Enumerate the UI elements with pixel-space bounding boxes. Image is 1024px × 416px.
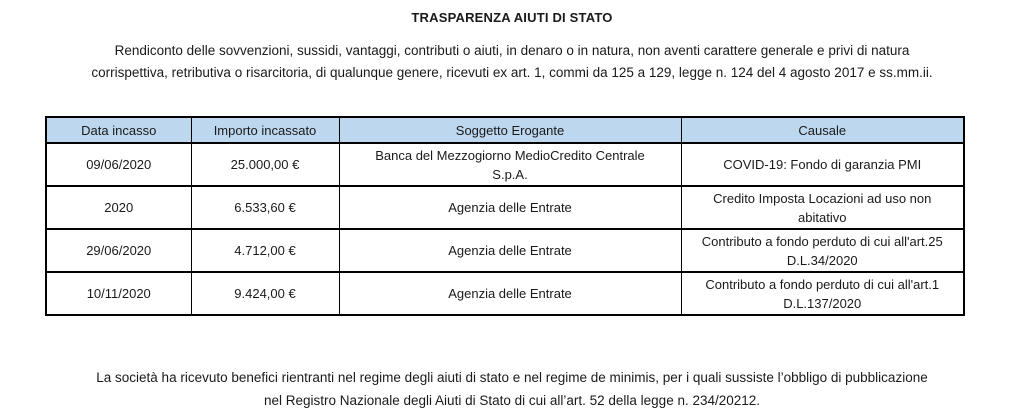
cell-line: Contributo a fondo perduto di cui all'art.25 [701, 233, 943, 249]
cell-causale [681, 272, 964, 315]
cell-soggetto-erogante [339, 272, 681, 315]
cell-importo-incassato: 25.000,00 € [191, 143, 339, 186]
cell-data-incasso: 2020 [46, 186, 191, 229]
cell-data-incasso: 09/06/2020 [46, 143, 191, 186]
column-header-importo-incassato: Importo incassato [191, 117, 339, 143]
cell-soggetto-erogante [339, 186, 681, 229]
page-title: TRASPARENZA AIUTI DI STATO [411, 10, 613, 25]
cell-data-incasso: 29/06/2020 [46, 229, 191, 272]
cell-soggetto-erogante [339, 143, 681, 186]
table-header-row [46, 117, 964, 143]
cell-data-incasso: 10/11/2020 [46, 272, 191, 315]
cell-line: Contributo a fondo perduto di cui all'art.1 [705, 276, 940, 292]
cell-line: Agenzia delle Entrate [448, 200, 572, 215]
intro-paragraph [0, 40, 1024, 84]
cell-importo-incassato: 9.424,00 € [191, 272, 339, 315]
table-row [46, 272, 964, 315]
state-aid-table-wrapper [45, 116, 963, 316]
cell-soggetto-erogante [339, 229, 681, 272]
column-header-causale: Causale [681, 117, 964, 143]
intro-line-1: Rendiconto delle sovvenzioni, sussidi, vantaggi, contributi o aiuti, in denaro o in natura, non aventi carattere generale e privi di natura [114, 43, 910, 58]
cell-causale [681, 143, 964, 186]
column-header-soggetto-erogante: Soggetto Erogante [339, 117, 681, 143]
cell-line: Agenzia delle Entrate [448, 286, 572, 301]
cell-line: Banca del Mezzogiorno MedioCredito Centrale [375, 147, 645, 163]
cell-line: COVID-19: Fondo di garanzia PMI [723, 157, 922, 172]
table-row [46, 186, 964, 229]
cell-line: Credito Imposta Locazioni ad uso non [713, 190, 932, 206]
table-row [46, 229, 964, 272]
footer-paragraph [0, 366, 1024, 412]
footer-line-2: nel Registro Nazionale degli Aiuti di Stato di cui all’art. 52 della legge n. 234/20212. [263, 393, 761, 408]
table-row [46, 143, 964, 186]
cell-causale [681, 186, 964, 229]
intro-line-2: corrispettiva, retributiva o risarcitoria, di qualunque genere, ricevuti ex art. 1, commi da 125 a 129, legge n. 124 del 4 agosto 2017 e ss.mm.ii. [91, 65, 933, 80]
cell-importo-incassato: 4.712,00 € [191, 229, 339, 272]
cell-line: S.p.A. [492, 166, 528, 182]
cell-line: D.L.137/2020 [783, 295, 862, 311]
cell-causale [681, 229, 964, 272]
cell-line: Agenzia delle Entrate [448, 243, 572, 258]
cell-importo-incassato: 6.533,60 € [191, 186, 339, 229]
state-aid-table [45, 116, 965, 316]
column-header-data-incasso: Data incasso [46, 117, 191, 143]
cell-line: abitativo [798, 209, 847, 225]
cell-line: D.L.34/2020 [786, 252, 858, 268]
footer-line-1: La società ha ricevuto benefici rientranti nel regime degli aiuti di stato e nel regime de minimis, per i quali sussiste l’obbligo di pubblicazione [96, 370, 928, 385]
